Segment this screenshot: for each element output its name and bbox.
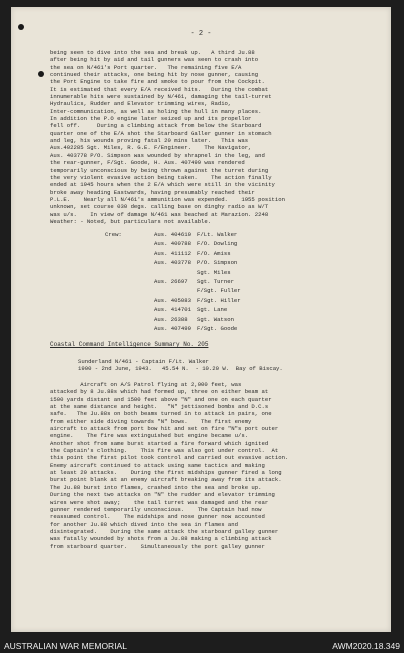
text-line: attacked by 8 Ju.88s which had formed up, three on either beam at — [50, 388, 269, 396]
crew-member-name: Sgt. Lane — [197, 306, 228, 314]
crew-member-name: F/Sgt. Goode — [197, 325, 238, 332]
text-line: the rear-gunner, F/Sgt. Goode, H. Aus. 407499 was rendered — [50, 159, 245, 167]
text-line: at least 20 attacks. During the first midships gunner fired a long — [50, 469, 282, 477]
page-number: - 2 - — [190, 30, 212, 38]
text-line: innumerable hits were sustained by N/461, damaging the tail-turret — [50, 93, 272, 101]
section-title: Coastal Command Intelligence Summary No. 205 — [50, 341, 209, 348]
text-line: burst point blank at an enemy aircraft breaking away from its attack. — [50, 476, 282, 484]
institution-name: AUSTRALIAN WAR MEMORIAL — [4, 641, 127, 651]
crew-member-name: Sgt. Watson — [197, 315, 234, 323]
text-line: broke away heading Eastwards, having presumably reached their — [50, 188, 255, 196]
text-line: from starboard quarter. Simultaneously the port galley gunner — [50, 542, 265, 550]
text-line: Weather: - Noted, but particulars not available. — [50, 217, 212, 225]
crew-service-number: Aus. 404610 — [154, 231, 191, 238]
report-header — [78, 358, 283, 373]
crew-member-name: F/O. Amiss — [197, 249, 231, 257]
accession-number: AWM2020.18.349 — [332, 641, 400, 651]
text-line: safe. The Ju.88s on both beams turned in to attack in pairs, one — [50, 410, 272, 418]
text-line: after being hit by aid and tail gunners was seen to crash into — [50, 56, 259, 64]
text-line: aircraft to attack from port bow hit and set on fire "N"s port outer — [50, 425, 279, 433]
report-paragraph — [50, 381, 288, 550]
text-line: It is estimated that every E/A received hits. During the combat — [50, 85, 269, 93]
report-paragraph-continued — [50, 49, 285, 225]
text-line: the sea on N/461's Port quarter. The remaining five E/A — [50, 63, 242, 71]
text-line: Enemy aircraft continued to attack using same tactics and making — [50, 461, 265, 469]
document-page — [11, 7, 391, 632]
text-line: In addition the P.O engine later seized up and its propellor — [50, 115, 252, 123]
crew-member-name: Sgt. Turner — [197, 278, 234, 285]
crew-member-name: F/Sgt. Fuller — [197, 287, 241, 295]
crew-label: Crew: — [105, 231, 122, 238]
crew-service-number: Aus. 407499 — [154, 325, 191, 332]
text-line: wires were shot away; the tail turret was damaged and the rear — [50, 498, 269, 506]
punch-hole-middle — [38, 71, 44, 77]
text-line: 1500 yards distant and 1500 feet above "N" and one on each quarter — [50, 395, 272, 403]
crew-member-name: F/O. Dowling — [197, 240, 238, 248]
text-line: Aircraft on A/S Patrol flying at 2,000 feet, was — [50, 381, 242, 388]
crew-service-number: Aus. 411112 — [154, 249, 191, 257]
crew-service-number: Aus. 405083 — [154, 296, 191, 304]
archive-footer — [0, 640, 404, 653]
crew-service-number: Aus. 414701 — [154, 306, 191, 314]
text-line: reassumed control. The midships and nose gunner now accounted — [50, 513, 265, 521]
crew-service-number: Aus. 400788 — [154, 240, 191, 248]
text-line: During the next two attacks on "N" the rudder and elevator trimming — [50, 491, 275, 499]
header-line: 1900 - 2nd June, 1943. 45.54 N. - 10.20 W. Bay of Biscay. — [78, 365, 283, 373]
crew-member-name: P/O. Simpson — [197, 259, 238, 267]
text-line: fell off. During a climbing attack from below the Starboard — [50, 122, 262, 130]
text-line: at the same distance and height. "N" jettisoned bombs and D.C.s — [50, 403, 269, 411]
crew-member-name: F/Lt. Walker — [197, 231, 238, 238]
text-line: this point the first pilot took control and carried out evasive action. — [50, 454, 289, 462]
text-line: P.L.E. Nearly all N/461's ammunition was expended. 1955 position — [50, 195, 285, 203]
text-line: temporarily unconscious by being thrown against the turret during — [50, 166, 269, 174]
text-line: the very violent evasive action being taken. The action finally — [50, 173, 272, 181]
text-line: Aus. 403778 P/O. Simpson was wounded by shrapnel in the leg, and — [50, 151, 265, 159]
text-line: gunner rendered temporarily unconscious. The Captain had now — [50, 505, 262, 513]
crew-member-name: Sgt. Miles — [197, 268, 231, 276]
crew-service-number: Aus. 26388 — [154, 315, 188, 323]
text-line: Inter-communication, as well as holing the hull in many places. — [50, 107, 262, 115]
text-line: continued their attacks, one being hit by nose gunner, causing — [50, 71, 259, 79]
text-line: for another Ju.88 which dived into the sea in flames and — [50, 520, 238, 528]
header-line: Sunderland N/461 - Captain F/Lt. Walker — [78, 358, 209, 365]
crew-member-name: F/Sgt. Hiller — [197, 296, 241, 304]
text-line: was u/s. In view of damage N/461 was beached at Marazion. 2248 — [50, 210, 269, 218]
text-line: engine. The fire was extinguished but engine became u/s. — [50, 432, 249, 440]
text-line: ended at 1945 hours when the 2 E/A which were still in the vicinity — [50, 181, 275, 189]
text-line: unknown, set course 030 degs. calling base on dinghy radio as W/T — [50, 203, 269, 211]
text-line: disintegrated. During the same attack the starboard galley gunner — [50, 527, 279, 535]
text-line: Another shot from same burst started a fire forward which ignited — [50, 439, 269, 447]
text-line: the Port Engine to take fire and smoke to pour from the Cockpit. — [50, 78, 265, 86]
text-line: the Captain's clothing. This fire was also got under control. At — [50, 447, 279, 455]
text-line: The Ju.88 burst into flames, crashed into the sea and broke up. — [50, 483, 262, 491]
text-line: from either side diving towards "N" bows. The first enemy — [50, 417, 252, 425]
crew-service-number: Aus. 26697 — [154, 278, 188, 285]
text-line: was fatally wounded by shots from a Ju.88 making a climbing attack — [50, 535, 272, 543]
text-line: quarter one of the E/A shot the Starboard Galler gunner in stomach — [50, 129, 272, 137]
text-line: and leg, his wounds proving fatal 20 mins later. This was — [50, 137, 249, 145]
text-line: Hydraulics, Rudder and Elevator trimming wires, Radio, — [50, 100, 232, 108]
text-line: Aus.402285 Sgt. Miles, R. G.E. F/Engineer. The Navigator, — [50, 144, 252, 152]
crew-service-number: Aus. 403778 — [154, 259, 191, 267]
text-line: being seen to dive into the sea and break up. A third Ju.88 — [50, 49, 255, 56]
